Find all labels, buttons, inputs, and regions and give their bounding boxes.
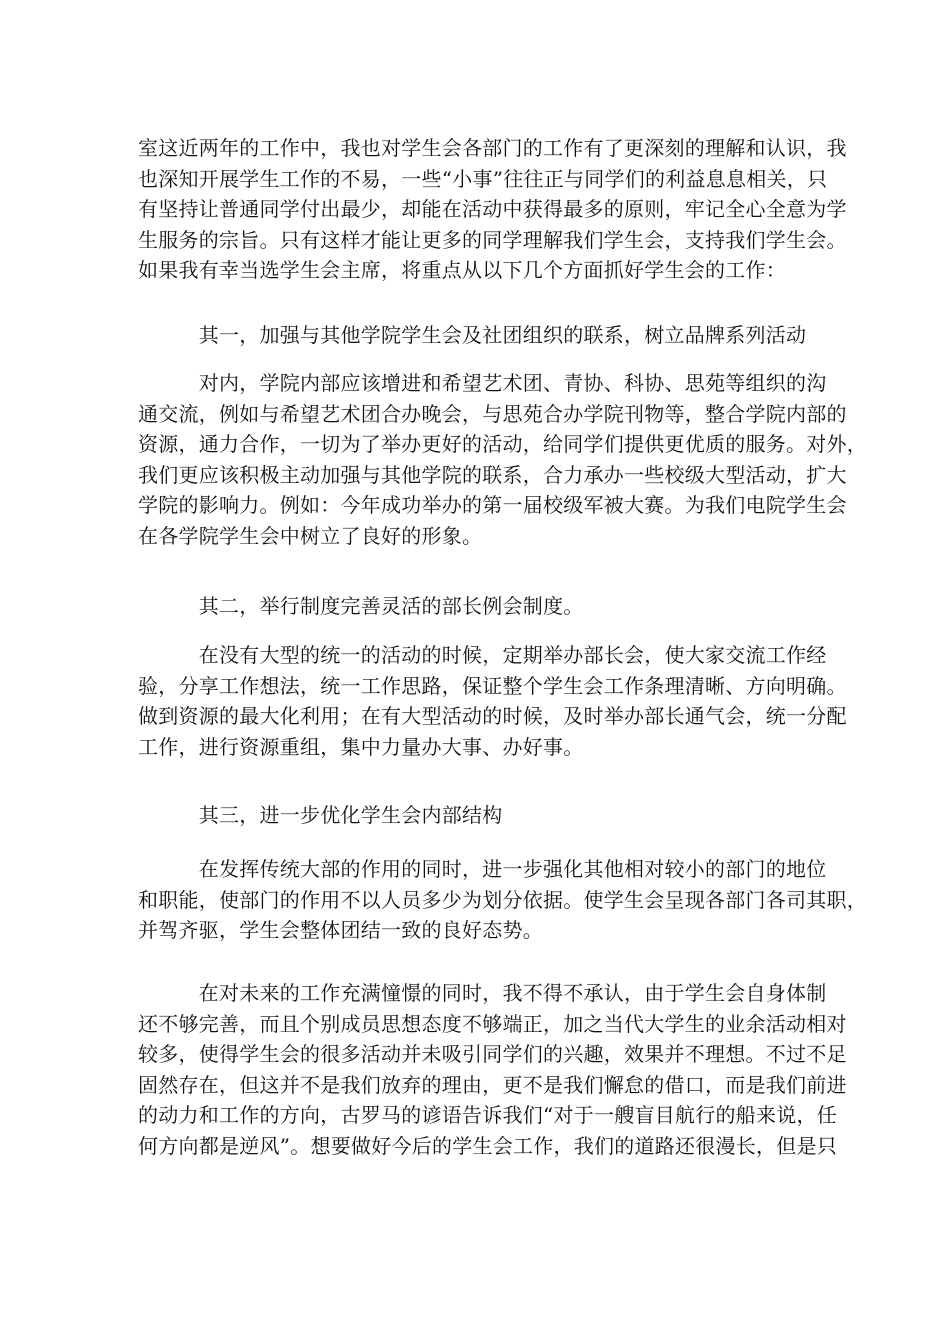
text-line: 资源，通力合作，一切为了举办更好的活动，给同学们提供更优质的服务。对外， [138,432,867,456]
paragraph-point-one [138,368,867,551]
text-line: 有坚持让普通同学付出最少，却能在活动中获得最多的原则，牢记全心全意为学 [138,197,847,221]
text-line: 并驾齐驱，学生会整体团结一致的良好态势。 [138,918,543,942]
text-line: 在发挥传统大部的作用的同时，进一步强化其他相对较小的部门的地位 [138,857,827,881]
text-line: 在各学院学生会中树立了良好的形象。 [138,523,483,548]
text-line: 还不够完善，而且个别成员思想态度不够端正，加之当代大学生的业余活动相对 [138,1011,847,1036]
text-line: 如果我有幸当选学生会主席，将重点从以下几个方面抓好学生会的工作： [138,258,786,282]
heading-point-three [138,800,810,831]
paragraph-conclusion [138,978,847,1161]
text-line: 通交流，例如与希望艺术团合办晚会，与思苑合办学院刊物等，整合学院内部的 [138,401,847,426]
text-line: 在对未来的工作充满憧憬的同时，我不得不承认，由于学生会自身体制 [138,981,827,1005]
text-line: 学院的影响力。例如：今年成功举办的第一届校级军被大赛。为我们电院学生会 [138,493,847,517]
text-line: 何方向都是逆风”。想要做好今后的学生会工作，我们的道路还很漫长，但是只 [138,1133,837,1158]
text-line: 固然存在，但这并不是我们放弃的理由，更不是我们懈怠的借口，而是我们前进 [138,1072,847,1097]
paragraph-point-two [138,640,847,762]
section-heading: 其三，进一步优化学生会内部结构 [138,803,503,827]
text-line: 对内，学院内部应该增进和希望艺术团、青协、科协、思苑等组织的沟 [138,371,827,395]
section-heading: 其一，加强与其他学院学生会及社团组织的联系，树立品牌系列活动 [138,323,807,347]
text-line: 工作，进行资源重组，集中力量办大事、办好事。 [138,734,584,759]
heading-point-two [138,591,810,622]
paragraph-intro [138,133,847,286]
heading-point-one [138,320,810,351]
text-line: 室这近两年的工作中，我也对学生会各部门的工作有了更深刻的理解和认识，我 [138,136,847,160]
text-line: 我们更应该积极主动加强与其他学院的联系，合力承办一些校级大型活动，扩大 [138,462,847,487]
paragraph-point-three [138,854,867,946]
text-line: 较多，使得学生会的很多活动并未吸引同学们的兴趣，效果并不理想。不过不足 [138,1042,847,1066]
text-line: 生服务的宗旨。只有这样才能让更多的同学理解我们学生会，支持我们学生会。 [138,227,847,252]
text-line: 在没有大型的统一的活动的时候，定期举办部长会，使大家交流工作经 [138,643,827,667]
text-line: 验，分享工作想法，统一工作思路，保证整个学生会工作条理清晰、方向明确。 [138,673,847,698]
section-heading: 其二，举行制度完善灵活的部长例会制度。 [138,594,584,618]
text-line: 做到资源的最大化利用；在有大型活动的时候，及时举办部长通气会，统一分配 [138,704,847,728]
text-line: 的动力和工作的方向，古罗马的谚语告诉我们“对于一艘盲目航行的船来说，任 [138,1103,837,1127]
text-line: 也深知开展学生工作的不易，一些“小事”往往正与同学们的利益息息相关，只 [138,166,828,191]
text-line: 和职能，使部门的作用不以人员多少为划分依据。使学生会呈现各部门各司其职， [138,887,867,912]
